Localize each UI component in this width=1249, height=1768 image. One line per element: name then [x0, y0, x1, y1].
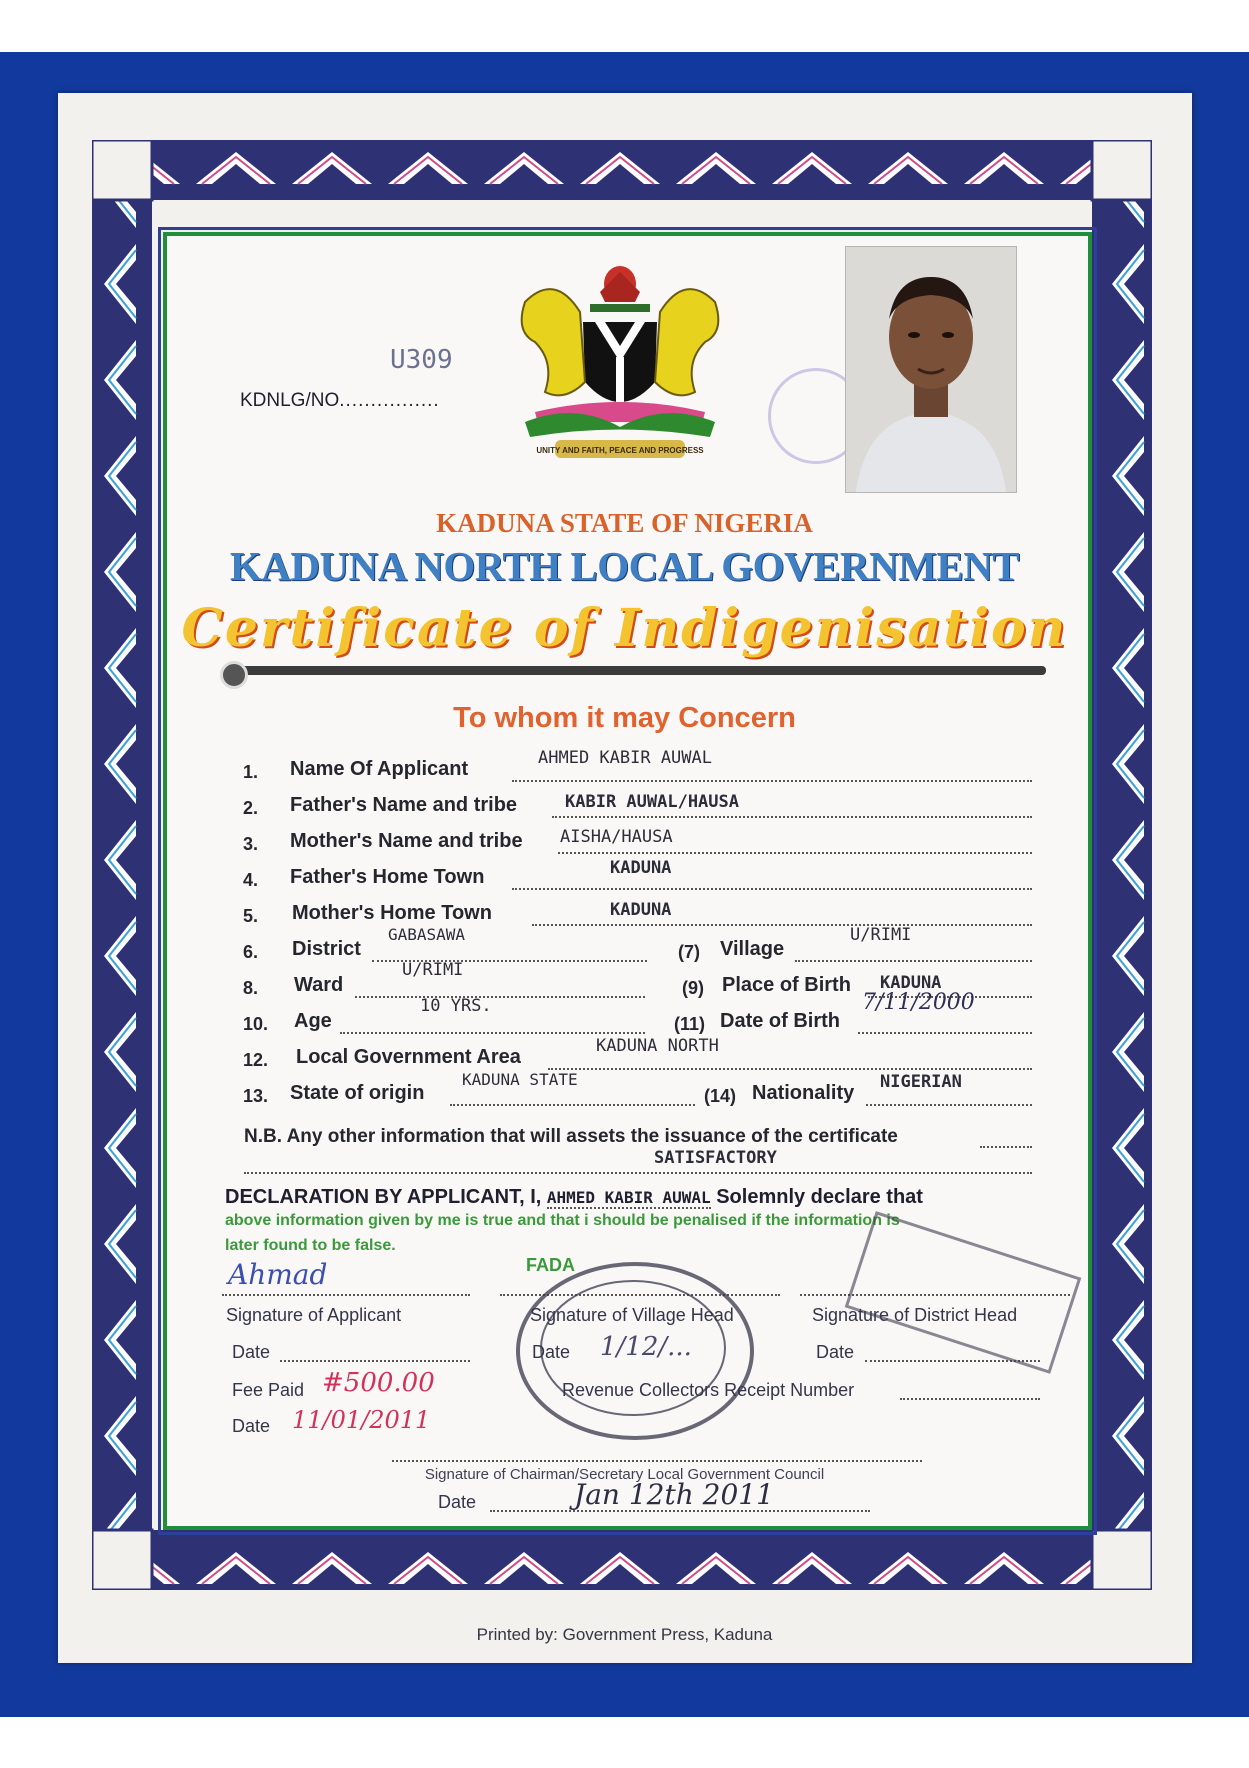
fee-paid-value: #500.00 [322, 1368, 435, 1398]
field-value-village: U/RIMI [850, 925, 912, 945]
field-dotline [450, 1104, 695, 1106]
field-label: Date of Birth [720, 1010, 840, 1032]
field-value-ward: U/RIMI [402, 960, 464, 980]
nb-value: SATISFACTORY [654, 1148, 777, 1168]
field-dotline [548, 1068, 1032, 1070]
printer-credit: Printed by: Government Press, Kaduna [476, 1625, 773, 1644]
field-value-nationality: NIGERIAN [880, 1072, 962, 1092]
field-number: 4. [243, 870, 259, 890]
field-value-district: GABASAWA [388, 925, 466, 944]
kdnlg-number [240, 390, 440, 412]
nb-text: N.B. Any other information that will assets the issuance of the certificate [244, 1126, 898, 1147]
field-label: State of origin [290, 1082, 425, 1104]
fee-date-label: Date [232, 1416, 271, 1436]
coat-of-arms-icon [495, 262, 745, 472]
field-value-lga: KADUNA NORTH [596, 1036, 719, 1056]
field-dotline [512, 780, 1032, 782]
village-head-stamp-inner [540, 1280, 726, 1416]
field-value-applicant-name: AHMED KABIR AUWAL [538, 748, 712, 768]
field-dotline [795, 960, 1032, 962]
title-underline-knob [220, 661, 248, 689]
village-date-value: 1/12/... [600, 1332, 692, 1362]
field-value-mother-home: KADUNA [610, 900, 672, 920]
applicant-photo [845, 246, 1017, 493]
field-label: Place of Birth [722, 974, 851, 996]
field-number: (11) [674, 1014, 706, 1034]
district-head-label: Signature of District Head [812, 1305, 1018, 1325]
field-label: Age [294, 1010, 332, 1032]
field-value-father-home: KADUNA [610, 858, 672, 878]
district-date-label: Date [816, 1342, 855, 1362]
field-number: 12. [243, 1050, 269, 1070]
field-label: District [292, 938, 361, 960]
chairman-signature-label: Signature of Chairman/Secretary Local Government Council [424, 1466, 825, 1483]
kdnlg-dots: ................ [339, 390, 440, 411]
field-number: (7) [678, 942, 700, 962]
field-label: Ward [294, 974, 344, 996]
state-title: KADUNA STATE OF NIGERIA [436, 508, 813, 538]
fee-date-value: 11/01/2011 [292, 1406, 431, 1434]
field-dotline [532, 924, 1032, 926]
field-number: (14) [704, 1086, 737, 1106]
serial-number: U309 [390, 345, 453, 375]
chairman-date-label: Date [438, 1492, 477, 1512]
field-dotline [340, 1032, 645, 1034]
field-label: Name Of Applicant [290, 758, 469, 780]
field-value-state-of-origin: KADUNA STATE [462, 1070, 578, 1089]
field-number: 6. [243, 942, 259, 962]
chairman-date-value: Jan 12th 2011 [574, 1478, 774, 1511]
portrait-image [846, 247, 1016, 492]
declaration-name: AHMED KABIR AUWAL [546, 1188, 711, 1207]
declaration-prefix: DECLARATION BY APPLICANT, I, [225, 1186, 542, 1208]
field-value-mother-name: AISHA/HAUSA [560, 827, 673, 847]
field-label: Mother's Name and tribe [290, 830, 523, 852]
field-number: 3. [243, 834, 259, 854]
date-dotline [280, 1360, 470, 1362]
applicant-date-label: Date [232, 1342, 271, 1362]
field-label: Father's Name and tribe [290, 794, 518, 816]
receipt-dotline [900, 1398, 1040, 1400]
certificate-title: Certificate of Indigenisation [181, 598, 1068, 659]
declaration-line [225, 1186, 923, 1209]
field-value-age: 10 YRS. [420, 996, 492, 1016]
field-number: 2. [243, 798, 259, 818]
nb-dotline-2 [244, 1172, 1032, 1174]
field-dotline [858, 1032, 1032, 1034]
field-number: 8. [243, 978, 259, 998]
chairman-dotline [392, 1460, 922, 1462]
field-label: Father's Home Town [290, 866, 485, 888]
field-dotline [512, 888, 1032, 890]
field-number: 5. [243, 906, 259, 926]
revenue-receipt-label: Revenue Collectors Receipt Number [562, 1380, 855, 1400]
field-dotline [866, 1104, 1032, 1106]
field-number: 13. [243, 1086, 269, 1106]
lga-title: KADUNA NORTH LOCAL GOVERNMENT [229, 543, 1020, 589]
fee-paid-label: Fee Paid [232, 1380, 305, 1400]
coat-of-arms-motto: UNITY AND FAITH, PEACE AND PROGRESS [536, 446, 704, 455]
applicant-signature: Ahmad [228, 1258, 328, 1291]
village-date-label: Date [532, 1342, 571, 1362]
field-dotline [558, 852, 1032, 854]
field-dotline [552, 816, 1032, 818]
field-number: 10. [243, 1014, 269, 1034]
title-underline [228, 666, 1046, 675]
signature-dotline [222, 1294, 470, 1296]
kdnlg-label: KDNLG/NO [240, 390, 340, 411]
field-label: Nationality [752, 1082, 855, 1104]
field-value-place-of-birth: KADUNA [880, 973, 942, 993]
field-value-date-of-birth: 7/11/2000 [862, 990, 975, 1015]
field-label: Mother's Home Town [292, 902, 492, 924]
declaration-line-2: above information given by me is true and that i should be penalised if the information is [225, 1212, 900, 1229]
field-value-father-name: KABIR AUWAL/HAUSA [565, 792, 739, 812]
field-dotline [355, 996, 645, 998]
nb-dotline [980, 1146, 1032, 1148]
applicant-signature-label: Signature of Applicant [226, 1305, 402, 1325]
village-head-label: Signature of Village Head [530, 1305, 734, 1325]
salutation: To whom it may Concern [453, 702, 796, 734]
declaration-line-3: later found to be false. [225, 1237, 396, 1254]
field-number: (9) [682, 978, 704, 998]
village-prefix: FADA [526, 1255, 575, 1275]
field-label: Local Government Area [296, 1046, 521, 1068]
declaration-suffix: Solemnly declare that [716, 1186, 923, 1208]
field-label: Village [720, 938, 785, 960]
field-number: 1. [243, 762, 259, 782]
